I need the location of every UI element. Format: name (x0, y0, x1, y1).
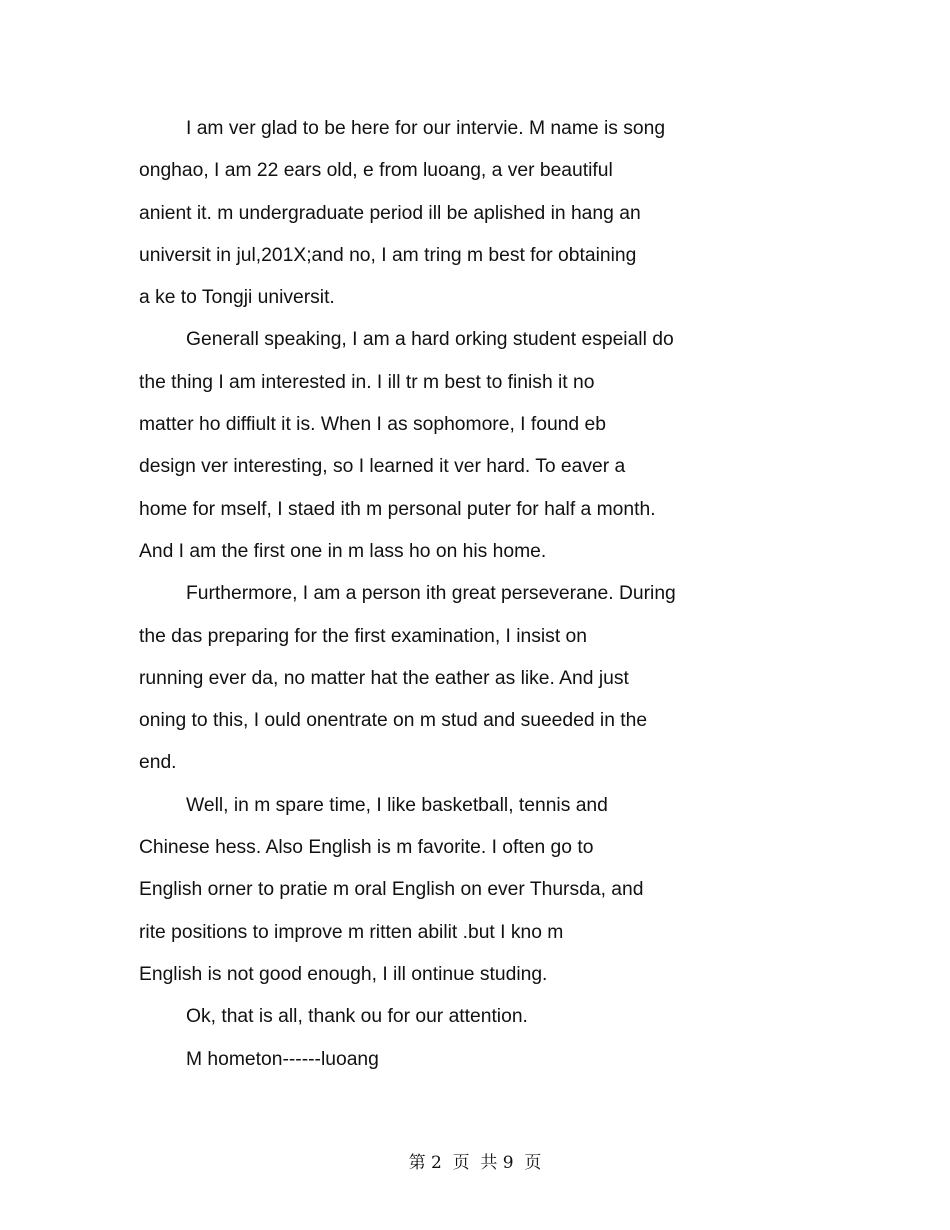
text-line: onghao, I am 22 ears old, e from luoang, a ver beautiful (139, 160, 613, 182)
text-line: Ok, that is all, thank ou for our attention. (186, 1006, 528, 1028)
page-number-footer: 第 2 页 共 9 页 (408, 1153, 542, 1173)
text-line: I am ver glad to be here for our intervie. M name is song (186, 118, 666, 139)
text-line: And I am the first one in m lass ho on his home. (139, 540, 547, 562)
text-line: design ver interesting, so I learned it ver hard. To eaver a (139, 456, 626, 478)
text-line: the thing I am interested in. I ill tr m best to finish it no (139, 371, 595, 393)
text-line: Chinese hess. Also English is m favorite. I often go to (139, 837, 594, 859)
text-line: oning to this, I ould onentrate on m stud and sueeded in the (139, 710, 648, 732)
text-line: Well, in m spare time, I like basketball, tennis and (186, 794, 608, 816)
text-line: the das preparing for the first examination, I insist on (139, 625, 587, 647)
text-line: a ke to Tongji universit. (139, 287, 335, 309)
body-text (139, 108, 739, 1081)
text-line: rite positions to improve m ritten abilit .but I kno m (139, 921, 564, 943)
text-line: running ever da, no matter hat the eather as like. And just (139, 667, 629, 689)
text-line: universit in jul,201X;and no, I am tring m best for obtaining (139, 244, 637, 266)
text-line: English is not good enough, I ill ontinue studing. (139, 963, 548, 985)
text-line: matter ho diffiult it is. When I as sophomore, I found eb (139, 414, 606, 436)
text-line: Generall speaking, I am a hard orking student espeiall do (186, 329, 674, 351)
text-line: anient it. m undergraduate period ill be aplished in hang an (139, 202, 641, 224)
text-line: home for mself, I staed ith m personal puter for half a month. (139, 498, 656, 520)
text-line: M hometon------luoang (186, 1048, 379, 1070)
text-line: Furthermore, I am a person ith great perseverane. During (186, 583, 676, 605)
text-line: end. (139, 752, 177, 774)
text-line: English orner to pratie m oral English on ever Thursda, and (139, 879, 644, 901)
